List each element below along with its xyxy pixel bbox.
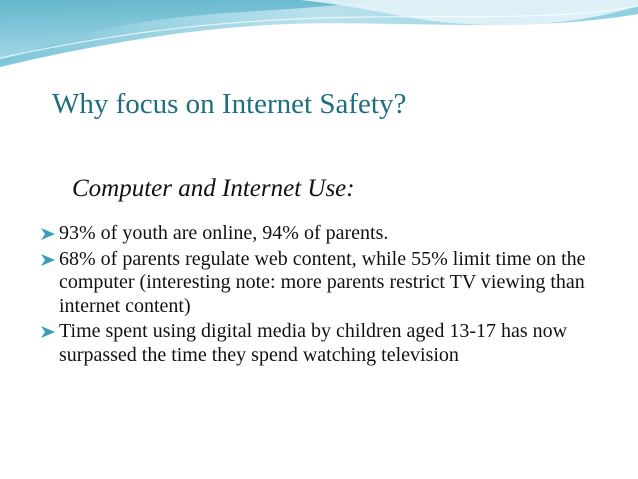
bullet-item [40, 248, 620, 319]
slide-title: Why focus on Internet Safety? [52, 88, 407, 120]
arrowhead-bullet-icon [40, 253, 56, 267]
bullet-item [40, 320, 620, 367]
slide-subheading: Computer and Internet Use: [72, 175, 355, 202]
bullet-text: Time spent using digital media by children aged 13-17 has now surpassed the time they spend watching television [59, 320, 568, 366]
bullet-text: 93% of youth are online, 94% of parents. [59, 222, 389, 244]
arrowhead-bullet-icon [40, 227, 56, 241]
bullet-item [40, 222, 620, 246]
bullet-list [40, 222, 620, 369]
decorative-wave-banner [0, 0, 638, 75]
bullet-text: 68% of parents regulate web content, while 55% limit time on the computer (interesting note: more parents restrict TV viewing than internet content) [59, 247, 586, 317]
arrowhead-bullet-icon [40, 325, 56, 339]
